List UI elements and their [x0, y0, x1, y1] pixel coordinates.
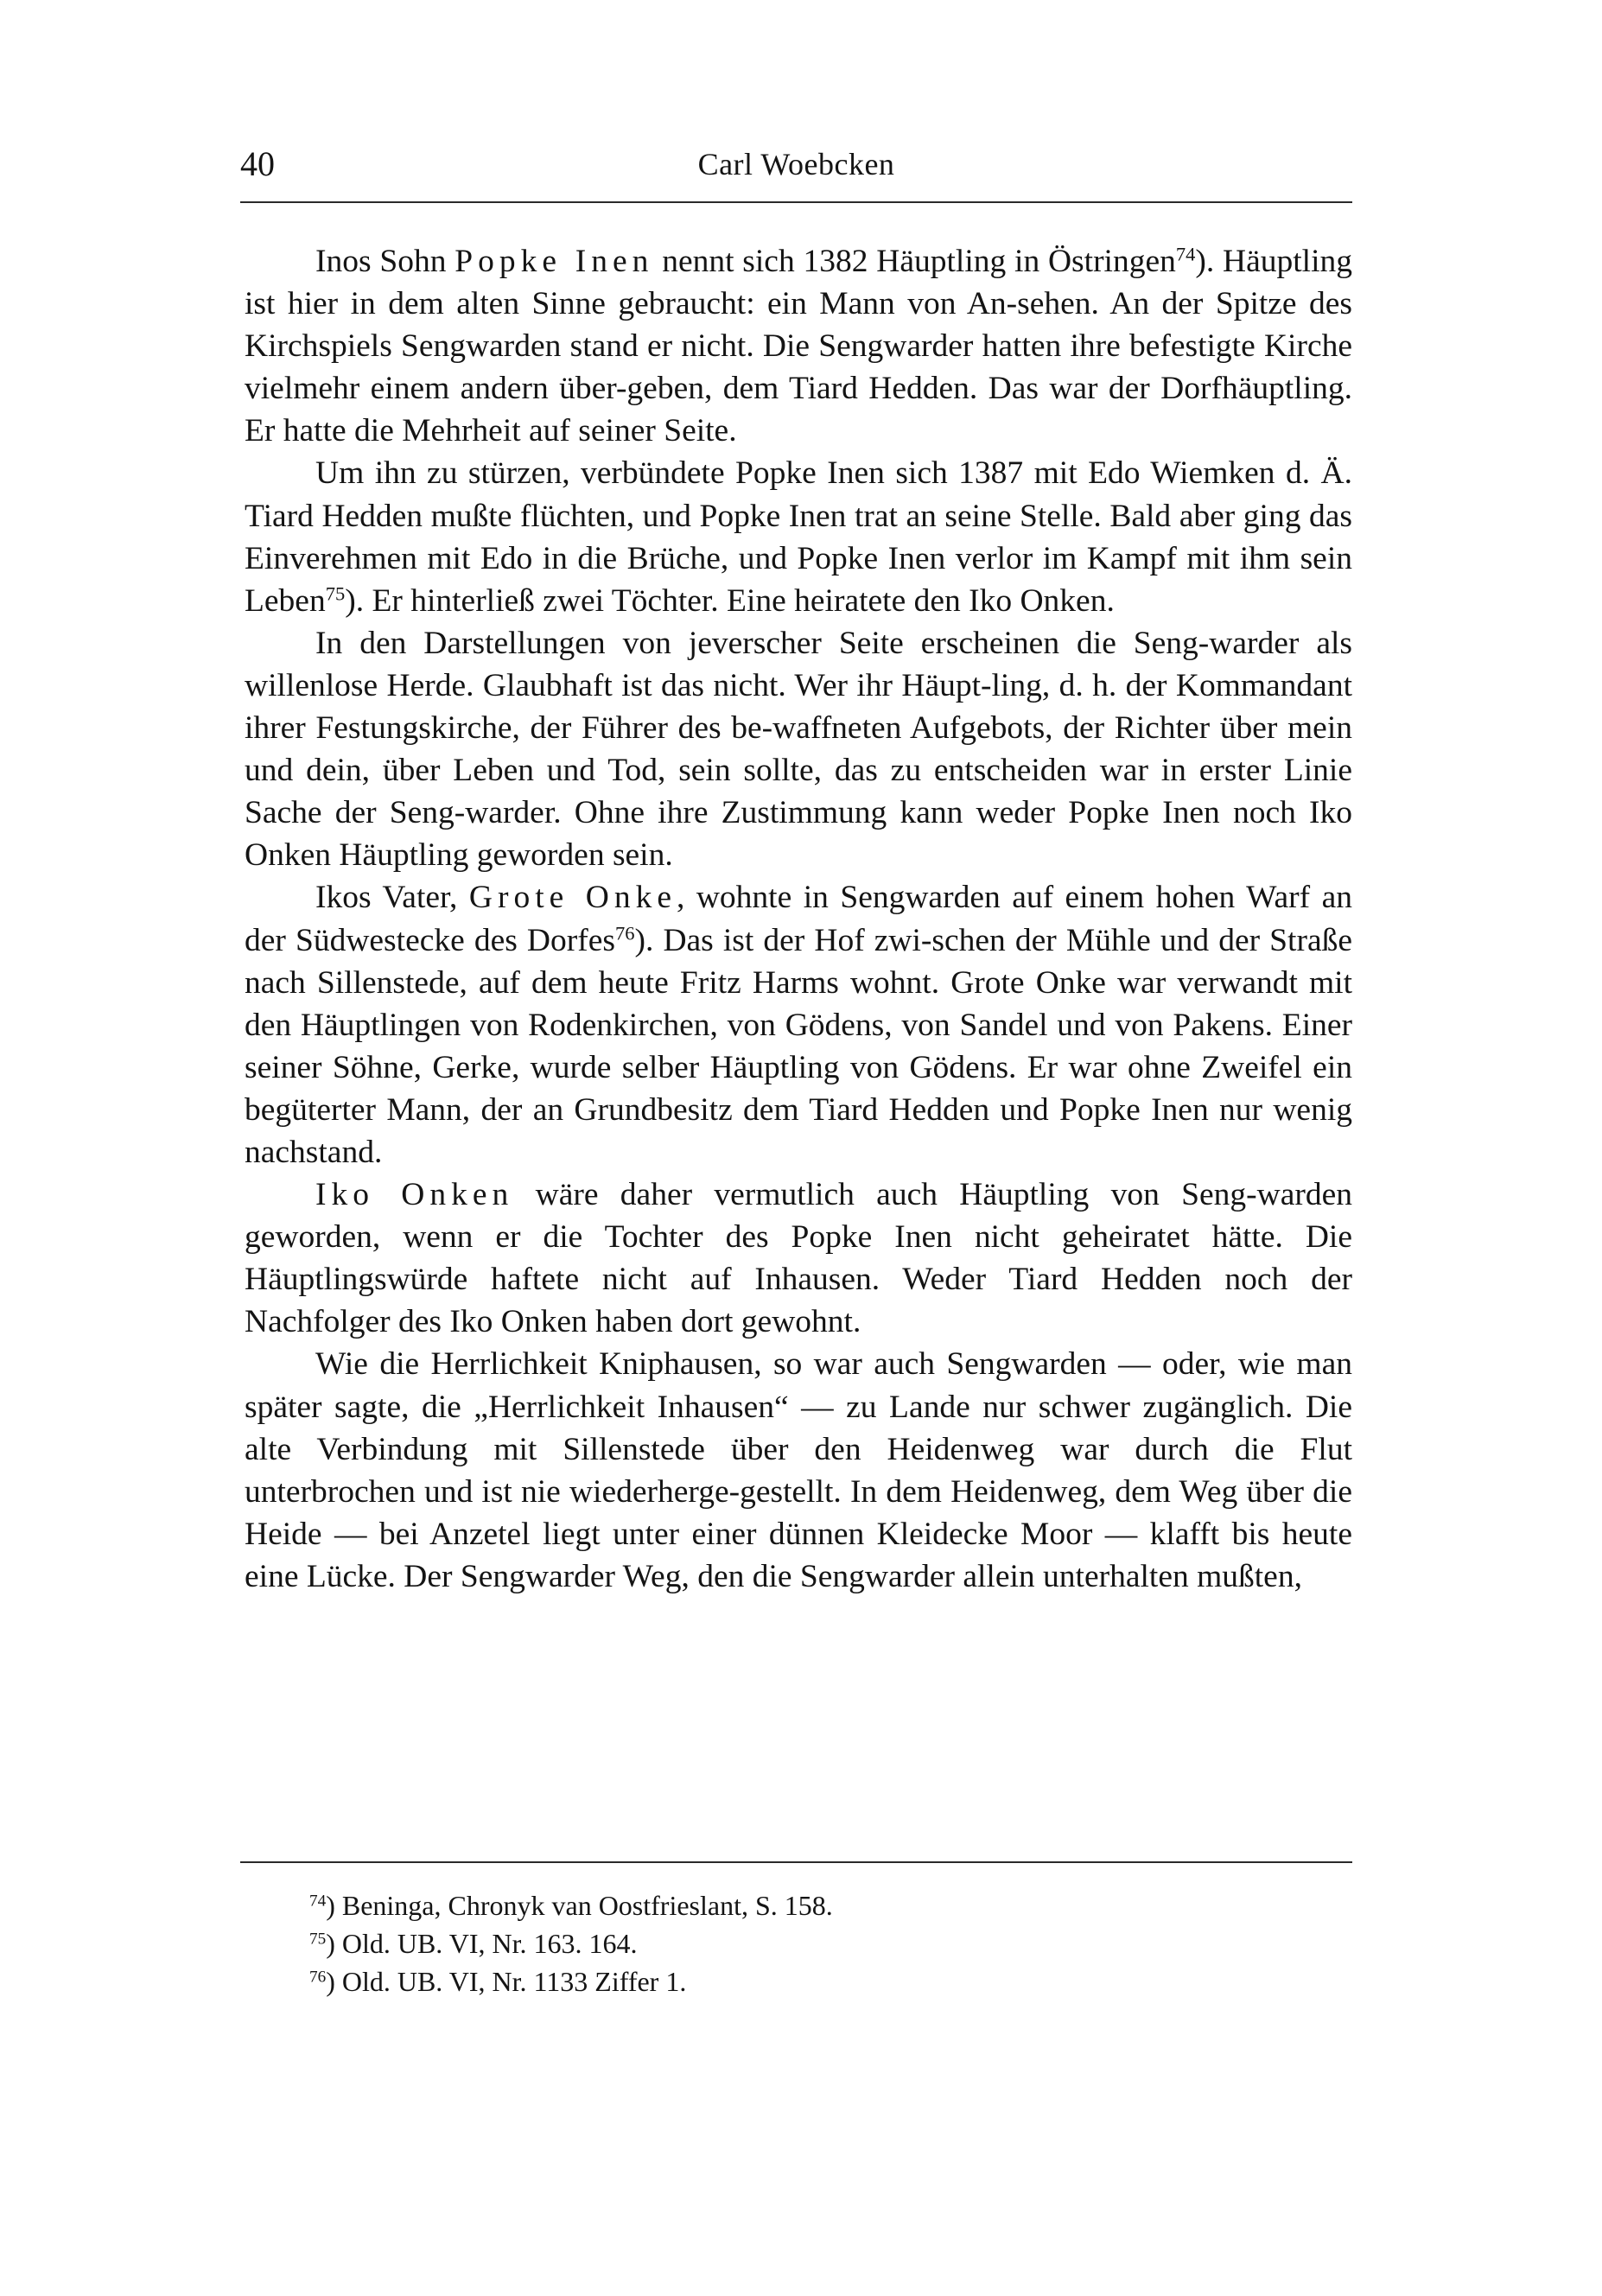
footnote	[309, 1886, 1346, 1924]
body-paragraph	[245, 622, 1352, 877]
footnote-reference: 74	[1175, 243, 1196, 265]
header-rule	[240, 201, 1352, 203]
spaced-name: Iko Onken	[315, 1177, 514, 1213]
footnote-text: ) Old. UB. VI, Nr. 1133 Ziffer 1.	[326, 1966, 687, 1997]
footnote-mark: 74	[309, 1892, 327, 1911]
text-run: In den Darstellungen von jeverscher Seite erscheinen die Seng-warder als willenlose Herde. Glaubhaft ist das nicht. Wer ihr Häupt-ling, d. h. der Kommandant ihrer Festungskirche, der Führer des be-waffneten Aufgebots, der Richter über mein und dein, über Leben und Tod, sein sollte, das zu entscheiden war in erster Linie Sache der Seng-warder. Ohne ihre Zustimmung kann weder Popke Inen noch Iko Onken Häuptling geworden sein.	[245, 625, 1352, 874]
text-run: nennt sich 1382 Häuptling in Östringen	[653, 244, 1176, 279]
footnote-text: ) Old. UB. VI, Nr. 163. 164.	[326, 1928, 638, 1959]
text-run: Inos Sohn	[315, 244, 455, 279]
page-header	[240, 138, 1352, 190]
spaced-name: Grote Onke	[468, 880, 677, 916]
footnote-text: ) Beninga, Chronyk van Oostfrieslant, S. 158.	[326, 1890, 833, 1921]
footnotes	[309, 1886, 1346, 2000]
text-run: wäre daher vermutlich auch Häuptling von Seng-warden geworden, wenn er die Tochter des Popke Inen nicht geheiratet hätte. Die Häuptlingswürde haftete nicht auf Inhausen. Weder Tiard Hedden noch der Nachfolger des Iko Onken haben dort gewohnt.	[245, 1177, 1353, 1340]
footnote	[309, 1962, 1346, 2000]
text-run: ). Er hinterließ zwei Töchter. Eine heiratete den Iko Onken.	[345, 582, 1115, 619]
footnote-mark: 76	[309, 1968, 327, 1987]
page-number: 40	[240, 144, 275, 183]
spaced-name: Popke Inen	[455, 244, 654, 279]
text-run: ). Das ist der Hof zwi-schen der Mühle und der Straße nach Sillenstede, auf dem heute Fritz Harms wohnt. Grote Onke war verwandt mit den Häuptlingen von Rodenkirchen, von Gödens, von Sandel und von Pakens. Einer seiner Söhne, Gerke, wurde selber Häuptling von Gödens. Er war ohne Zweifel ein begüterter Mann, der an Grundbesitz dem Tiard Hedden und Popke Inen nur wenig nachstand.	[245, 922, 1352, 1170]
footnote-reference: 76	[614, 922, 635, 944]
text-run: Um ihn zu stürzen, verbündete Popke Inen sich 1387 mit Edo Wiemken d. Ä. Tiard Hedden mußte flüchten, und Popke Inen trat an seine Stelle. Bald aber ging das Einverehmen mit Edo in die Brüche, und Popke Inen verlor im Kampf mit ihm sein Leben	[245, 455, 1352, 619]
body-paragraph	[245, 452, 1352, 621]
footnote	[309, 1924, 1346, 1962]
footnote-rule	[240, 1861, 1352, 1863]
running-head: Carl Woebcken	[697, 147, 895, 181]
body-paragraph	[245, 1173, 1352, 1343]
text-run: ). Häuptling ist hier in dem alten Sinne gebraucht: ein Mann von An-sehen. An der Spitze des Kirchspiels Sengwarden stand er nicht. Die Sengwarder hatten ihre befestigte Kirche vielmehr einem andern über-geben, dem Tiard Hedden. Das war der Dorfhäuptling. Er hatte die Mehrheit auf seiner Seite.	[245, 244, 1352, 449]
text-run: , wohnte in Sengwarden auf einem hohen Warf an der Südwestecke des Dorfes	[245, 880, 1352, 958]
text-run: Wie die Herrlichkeit Kniphausen, so war auch Sengwarden — oder, wie man später sagte, die „Herrlichkeit Inhausen“ — zu Lande nur schwer zugänglich. Die alte Verbindung mit Sillenstede über den Heidenweg war durch die Flut unterbrochen und ist nie wiederherge-gestellt. In dem Heidenweg, dem Weg über die Heide — bei Anzetel liegt unter einer dünnen Kleidecke Moor — klafft bis heute eine Lücke. Der Sengwarder Weg, den die Sengwarder allein unterhalten mußten,	[245, 1346, 1352, 1594]
body-paragraph	[245, 240, 1352, 452]
body-paragraph	[245, 1343, 1352, 1598]
footnote-mark: 75	[309, 1930, 327, 1949]
body-paragraph	[245, 876, 1352, 1173]
body-text	[245, 240, 1352, 1598]
footnote-reference: 75	[325, 582, 346, 605]
text-run: Ikos Vater,	[315, 880, 469, 916]
